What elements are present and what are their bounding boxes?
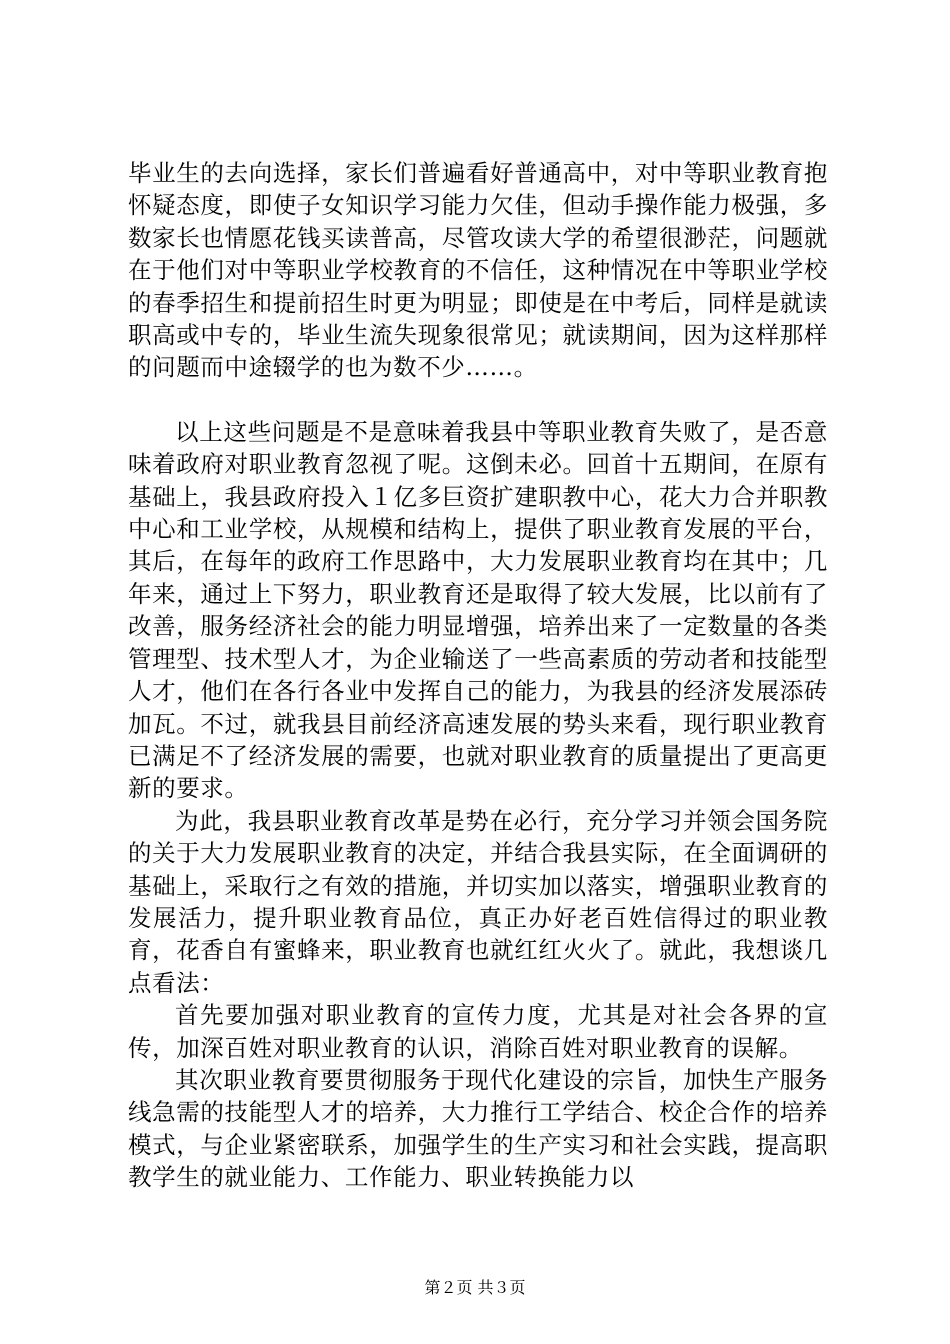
paragraph: 以上这些问题是不是意味着我县中等职业教育失败了，是否意味着政府对职业教育忽视了呢。这倒未必。回首十五期间，在原有基础上，我县政府投入１亿多巨资扩建职教中心，花大力合并职教中心和工业学校，从规模和结构上，提供了职业教育发展的平台，其后，在每年的政府工作思路中，大力发展职业教育均在其中；几年来，通过上下努力，职业教育还是取得了较大发展，比以前有了改善，服务经济社会的能力明显增强，培养出来了一定数量的各类管理型、技术型人才，为企业输送了一些高素质的劳动者和技能型人才，他们在各行各业中发挥自己的能力，为我县的经济发展添砖加瓦。不过，就我县目前经济高速发展的势头来看，现行职业教育已满足不了经济发展的需要，也就对职业教育的质量提出了更高更新的要求。 <box>128 417 828 803</box>
paragraph: 为此，我县职业教育改革是势在必行，充分学习并领会国务院的关于大力发展职业教育的决定，并结合我县实际，在全面调研的基础上，采取行之有效的措施，并切实加以落实，增强职业教育的发展活力，提升职业教育品位，真正办好老百姓信得过的职业教育，花香自有蜜蜂来，职业教育也就红红火火了。就此，我想谈几点看法： <box>128 806 828 997</box>
page-number-footer: 第２页 共３页 <box>424 1278 526 1297</box>
paragraph: 首先要加强对职业教育的宣传力度，尤其是对社会各界的宣传，加深百姓对职业教育的认识，消除百姓对职业教育的误解。 <box>128 1001 828 1062</box>
document-body <box>128 157 828 1194</box>
paragraph: 其次职业教育要贯彻服务于现代化建设的宗旨，加快生产服务线急需的技能型人才的培养，大力推行工学结合、校企合作的培养模式，与企业紧密联系，加强学生的生产实习和社会实践，提高职教学生的就业能力、工作能力、职业转换能力以 <box>128 1065 828 1192</box>
paragraph-continuation: 毕业生的去向选择，家长们普遍看好普通高中，对中等职业教育抱怀疑态度，即使子女知识学习能力欠佳，但动手操作能力极强，多数家长也情愿花钱买读普高，尽管攻读大学的希望很渺茫，问题就在于他们对中等职业学校教育的不信任，这种情况在中等职业学校的春季招生和提前招生时更为明显；即使是在中考后，同样是就读职高或中专的，毕业生流失现象很常见；就读期间，因为这样那样的问题而中途辍学的也为数不少……。 <box>128 159 828 382</box>
